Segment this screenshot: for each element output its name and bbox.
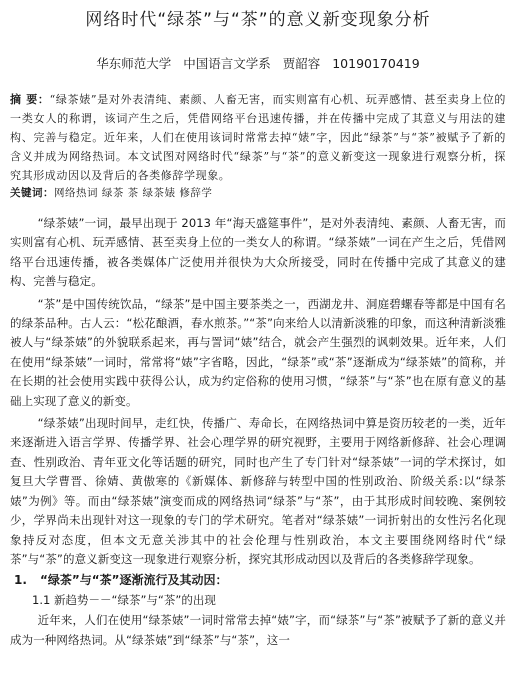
abstract bbox=[10, 90, 506, 185]
section-heading-text: “绿茶”与“茶”逐渐流行及其动因： bbox=[40, 573, 228, 588]
body-paragraph: “茶”是中国传统饮品，“绿茶”是中国主要茶类之一，西湖龙井、洞庭碧螺春等都是中国有名的绿茶品种。古人云：“松花酿酒，春水煎茶。”“茶”向来给人以清新淡雅的印象，而这种清新淡雅被人与“绿茶婊”的外貌联系起来，再与詈词“婊”结合，就会产生强烈的讽刺效果。近年来，人们在使用“绿茶婊”一词时，常常将“婊”字省略，因此，“绿茶”或“茶”逐渐成为“绿茶婊”的简称，并在长期的社会使用实践中获得公认，成为约定俗称的使用习惯，“绿茶”与“茶”也在原有意义的基础上实现了意义的新变。 bbox=[10, 296, 506, 408]
document-title: 网络时代“绿茶”与“茶”的意义新变现象分析 bbox=[85, 10, 431, 30]
subsection-heading-text: 新趋势－－“绿茶”与“茶”的出现 bbox=[54, 593, 216, 608]
subsection-heading bbox=[32, 591, 506, 609]
body-paragraph: “绿茶婊”一词，最早出现于 2013 年“海天盛筵事件”，是对外表清纯、素颜、人畜无害，而实则富有心机、玩弄感情、甚至卖身上位的一类女人的称谓。“绿茶婊”一词在产生之后，凭借网络平台迅速传播，被各类媒体广泛使用并很快为大众所接受，同时在传播中完成了其意义的建构、完善与稳定。 bbox=[10, 216, 506, 289]
author-affiliation: 华东师范大学 中国语言文学系 贾韶容 10190170419 bbox=[96, 56, 420, 71]
abstract-label: 摘 要： bbox=[10, 93, 50, 106]
section-heading bbox=[14, 571, 506, 589]
subsection-number: 1.1 bbox=[32, 593, 51, 608]
abstract-text: “绿茶婊”是对外表清纯、素颜、人畜无害，而实则富有心机、玩弄感情、甚至卖身上位的一类女人的称谓，该词产生之后，凭借网络平台迅速传播，并在传播中完成了其意义与用法的建构、完善与稳定。近年来，人们在使用该词时常常去掉“婊”字，因此“绿茶”与“茶”被赋予了新的含义并成为网络热词。本文试图对网络时代“绿茶”与“茶”的意义新变这一现象进行观察分析，探究其形成动因以及背后的各类修辞学现象。 bbox=[10, 93, 506, 182]
keywords-label: 关键词： bbox=[10, 187, 54, 199]
body-paragraph: “绿茶婊”出现时间早，走红快，传播广、寿命长，在网络热词中算是资历较老的一类，近年来逐渐进入语言学界、传播学界、社会心理学界的研究视野，主要用于网络新修辞、社会心理调查、性别政治、青年亚文化等话题的研究，同时也产生了专门针对“绿茶婊”一词的学术探讨，如复旦大学曹晋、徐婧、黄傲寒的《新媒体、新修辞与转型中国的性别政治、阶级关系:以“绿茶婊”为例》等。而由“绿茶婊”演变而成的网络热词“绿茶”与“茶”，由于其形成时间较晚、案例较少，学界尚未出现针对这一现象的专门的学术研究。笔者对“绿茶婊”一词折射出的女性污名化现象持反对态度，但本文无意关涉其中的社会伦理与性别政治，本文主要围绕网络时代“绿茶”与“茶”的意义新变这一现象进行观察分析，探究其形成动因以及背后的各类修辞学现象。 bbox=[10, 416, 506, 566]
keywords-text: 网络热词 绿茶 茶 绿茶婊 修辞学 bbox=[54, 187, 213, 199]
section-number: 1. bbox=[14, 573, 27, 588]
body-paragraph: 近年来，人们在使用“绿茶婊”一词时常常去掉“婊”字，而“绿茶”与“茶”被赋予了新的意义并成为一种网络热词。从“绿茶婊”到“绿茶”与“茶”，这一 bbox=[10, 613, 506, 647]
keywords bbox=[10, 185, 506, 202]
